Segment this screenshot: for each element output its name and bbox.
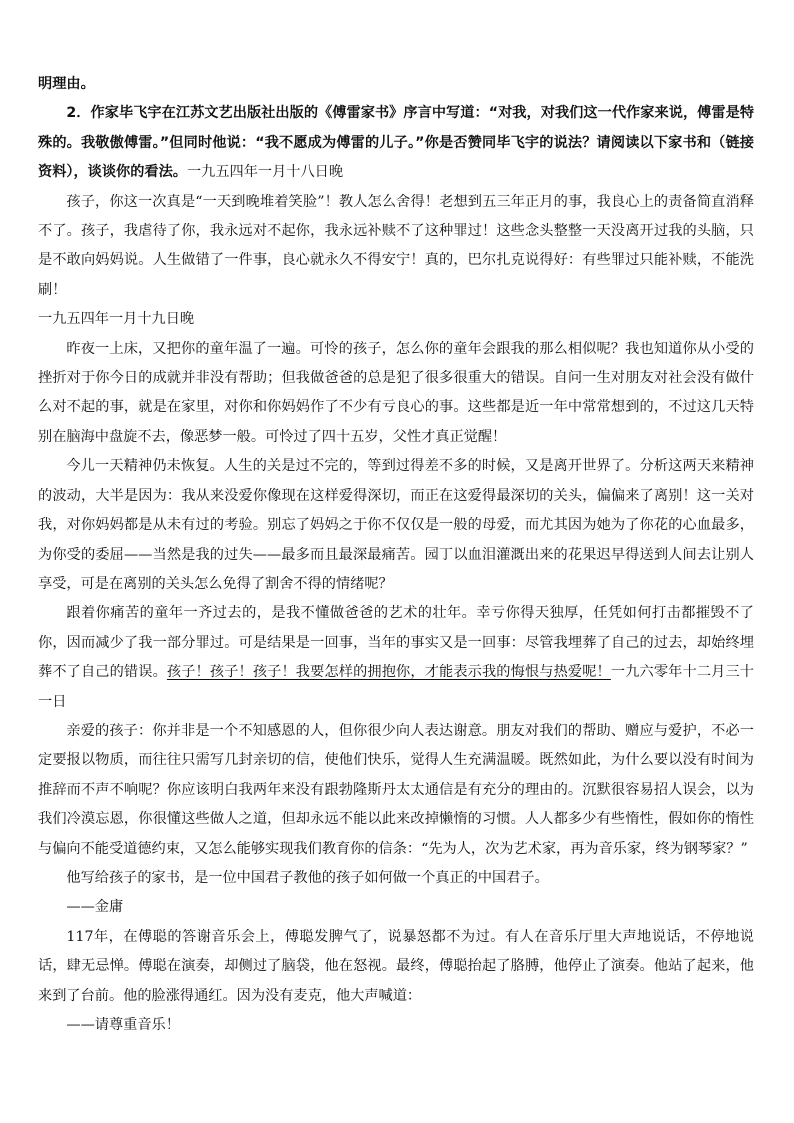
- letter-paragraph-3: 今儿一天精神仍未恢复。人生的关是过不完的，等到过得差不多的时候，又是离开世界了。分析这两天来精神的波动，大半是因为：我从来没爱你像现在这样爱得深切，而正在这爱得最深切的关头，偏偏来了离别！这一关对我，对你妈妈都是从未有过的考验。别忘了妈妈之于你不仅仅是一般的母爱，而尤其因为她为了你花的心血最多，为你受的委屈——当然是我的过失——最多而且最深最痛苦。园丁以血泪灌溉出来的花果迟早得送到人间去让别人享受，可是在离别的关头怎么免得了割舍不得的情绪呢？: [38, 458, 754, 592]
- question-2: [38, 99, 754, 187]
- letter-paragraph-5: 亲爱的孩子：你并非是一个不知感恩的人，但你很少向人表达谢意。朋友对我们的帮助、赠应与爱护，不必一定要报以物质，而往往只需写几封亲切的信，使他们快乐，觉得人生充满温暖。既然如此，为什么要以没有时间为推辞而不声不响呢？你应该明白我两年来没有跟勃隆斯丹太太通信是有充分的理由的。沉默很容易招人误会，以为我们冷漠忘恩，你很懂这些做人之道，但却永远不能以此来改掉懒惰的习惯。人人都多少有些惰性，假如你的惰性与偏向不能受道德约束，又怎么能够实现我们教育你的信条：“先为人，次为艺术家，再为音乐家，终为钢琴家？”: [38, 722, 754, 857]
- concert-story: 117年，在傅聪的答谢音乐会上，傅聪发脾气了，说暴怒都不为过。有人在音乐厅里大声地说话，不停地说话，肆无忌惮。傅聪在演奏，却侧过了脑袋，他在怒视。最终，傅聪抬起了胳膊，他停止了演奏。他站了起来，他来到了台前。他的脸涨得通红。因为没有麦克，他大声喊道：: [38, 928, 754, 1004]
- question-number: 2．: [66, 105, 91, 122]
- letter-date-2: 一九五四年一月十九日晚: [38, 311, 195, 328]
- quote-attribution: ——金庸: [66, 899, 124, 916]
- question-text: 作家毕飞宇在江苏文艺出版社出版的《傅雷家书》序言中写道：“对我，对我们这一代作家来说，傅雷是特殊的。我敬傲傅雷。”但同时他说：“我不愿成为傅雷的儿子。”你是否赞同毕飞宇的说法？请阅读以下家书和（链接资料），谈谈你的看法。: [38, 105, 755, 181]
- letter-date-1: 一九五四年一月十八日晚: [186, 164, 344, 181]
- intro-line: 明理由。: [38, 76, 95, 92]
- letter-date-3: 一九六零年十二月三十一日: [38, 664, 754, 710]
- letter-paragraph-4: [38, 599, 754, 717]
- document-body: [38, 70, 754, 1040]
- concert-shout: ——请尊重音乐！: [66, 1017, 180, 1033]
- letter-paragraph-4-text: 跟着你痛苦的童年一齐过去的，是我不懂做爸爸的艺术的壮年。幸亏你得天独厚，任凭如何打击都摧毁不了你，因而减少了我一部分罪过。可是结果是一回事，当年的事实又是一回事：尽管我埋葬了自己的过去，却始终埋葬不了自己的错误。: [38, 605, 754, 681]
- underlined-sentence: 孩子！孩子！孩子！我要怎样的拥抱你，才能表示我的悔恨与热爱呢！: [166, 664, 611, 681]
- letter-paragraph-1: 孩子，你这一次真是“一天到晚堆着笑脸”！教人怎么舍得！老想到五三年正月的事，我良心上的责备简直消释不了。孩子，我虐待了你，我永远对不起你，我永远补赎不了这种罪过！这些念头整整一天没离开过我的头脑，只是不敢向妈妈说。人生做错了一件事，良心就永久不得安宁！真的，巴尔扎克说得好：有些罪过只能补赎，不能洗刷！: [38, 193, 754, 298]
- letter-paragraph-2: 昨夜一上床，又把你的童年温了一遍。可怜的孩子，怎么你的童年会跟我的那么相似呢？我也知道你从小受的挫折对于你今日的成就并非没有帮助；但我做爸爸的总是犯了很多很重大的错误。自问一生对朋友对社会没有做什么对不起的事，就是在家里，对你和你妈妈作了不少有亏良心的事。这些都是近一年中常常想到的，不过这几天特别在脑海中盘旋不去，像恶梦一般。可怜过了四十五岁，父性才真正觉醒！: [38, 340, 754, 445]
- jinyong-quote: 他写给孩子的家书，是一位中国君子教他的孩子如何做一个真正的中国君子。: [66, 869, 549, 886]
